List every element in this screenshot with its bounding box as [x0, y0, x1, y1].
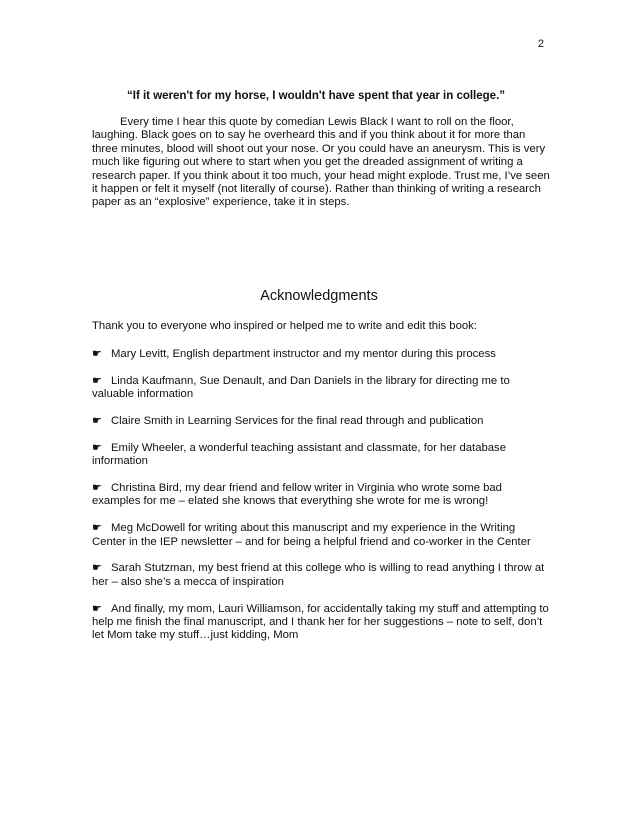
pointing-hand-icon: ☛ [92, 374, 102, 387]
acknowledgment-item [92, 603, 552, 643]
acknowledgments-list [92, 348, 552, 656]
pointing-hand-icon: ☛ [92, 522, 102, 535]
acknowledgment-text: Linda Kaufmann, Sue Denault, and Dan Daniels in the library for directing me to valuable information [92, 374, 510, 401]
pointing-hand-icon: ☛ [92, 482, 102, 494]
pointing-hand-icon: ☛ [92, 562, 102, 575]
pointing-hand-icon: ☛ [92, 415, 102, 427]
page-number: 2 [537, 38, 544, 50]
acknowledgment-item [92, 375, 552, 402]
pointing-hand-icon: ☛ [92, 348, 102, 360]
acknowledgment-item [92, 348, 552, 361]
acknowledgment-item [92, 482, 552, 509]
acknowledgment-text: Christina Bird, my dear friend and fellow writer in Virginia who wrote some bad examples for me – elated she knows that everything she wrote for me is wrong! [92, 482, 502, 508]
acknowledgment-item [92, 522, 552, 549]
acknowledgments-lead: Thank you to everyone who inspired or helped me to write and edit this book: [92, 320, 477, 332]
acknowledgments-heading: Acknowledgments [260, 288, 378, 304]
intro-paragraph: Every time I hear this quote by comedian Lewis Black I want to roll on the floor, laughing. Black goes on to say he overheard this and if you think about it for more than three minutes, blood will shoot out your nose. Or you could have an aneurysm. This is very much like figuring out where to start when you get the dreaded assignment of writing a research paper. If you think about it too much, your head might explode. Trust me, I’ve seen it happen or felt it myself (not literally of course). Rather than thinking of writing a research paper as an “explosive” experience, take it in steps. [92, 116, 550, 209]
pointing-hand-icon: ☛ [92, 602, 102, 615]
acknowledgment-text: And finally, my mom, Lauri Williamson, for accidentally taking my stuff and attempting to help me finish the final manuscript, and I thank her for her suggestions – note to self, don’t let Mom take my stuff…just kidding, Mom [92, 602, 549, 642]
acknowledgment-text: Claire Smith in Learning Services for the final read through and publication [111, 415, 484, 427]
pointing-hand-icon: ☛ [92, 441, 102, 454]
acknowledgment-item [92, 562, 552, 589]
acknowledgment-text: Meg McDowell for writing about this manuscript and my experience in the Writing Center in the IEP newsletter – and for being a helpful friend and co-worker in the Center [92, 522, 531, 548]
acknowledgment-text: Emily Wheeler, a wonderful teaching assistant and classmate, for her database information [92, 441, 506, 468]
opening-quote: “If it weren't for my horse, I wouldn't have spent that year in college.” [127, 90, 506, 102]
acknowledgment-item [92, 442, 552, 469]
acknowledgment-item [92, 415, 552, 428]
acknowledgment-text: Sarah Stutzman, my best friend at this college who is willing to read anything I throw at her – also she’s a mecca of inspiration [92, 562, 545, 588]
acknowledgment-text: Mary Levitt, English department instructor and my mentor during this process [111, 348, 496, 360]
